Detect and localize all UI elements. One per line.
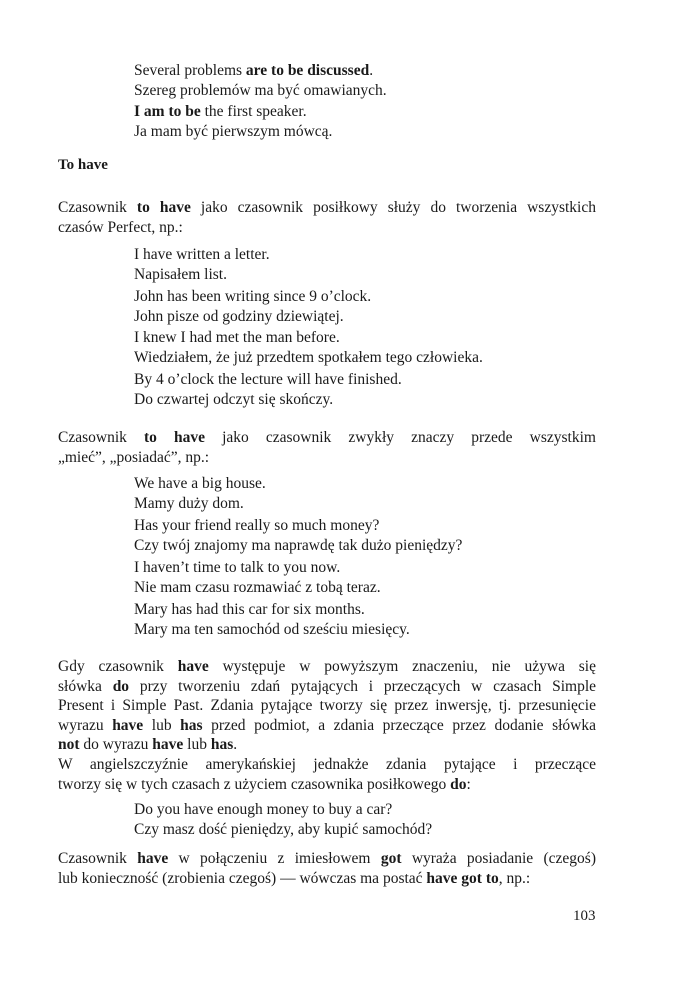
- paragraph-line: słówka do przy tworzeniu zdań pytających i przeczących w czasach Simple: [58, 677, 597, 695]
- example-line: By 4 o’clock the lecture will have finished.: [134, 371, 402, 388]
- example-line: Wiedziałem, że już przedtem spotkałem tego człowieka.: [134, 349, 483, 366]
- example-line: Szereg problemów ma być omawianych.: [134, 82, 387, 99]
- paragraph-line: W angielszczyźnie amerykańskiej jednakże zdania pytające i przeczące: [58, 756, 596, 773]
- example-line: Mary has had this car for six months.: [134, 601, 365, 618]
- example-line: I knew I had met the man before.: [134, 329, 340, 346]
- paragraph-line: „mieć”, „posiadać”, np.:: [58, 449, 210, 466]
- paragraph-line: Czasownik to have jako czasownik zwykły znaczy przede wszystkim: [58, 429, 596, 446]
- example-line: Do you have enough money to buy a car?: [134, 801, 393, 818]
- example-line: Mary ma ten samochód od sześciu miesięcy.: [134, 621, 410, 638]
- example-line: John pisze od godziny dziewiątej.: [134, 308, 344, 325]
- paragraph-line: not do wyrazu have lub has.: [58, 736, 238, 753]
- paragraph-line: Gdy czasownik have występuje w powyższym znaczeniu, nie używa się: [58, 658, 596, 675]
- paragraph-line: lub konieczność (zrobienia czegoś) — wówczas ma postać have got to, np.:: [58, 870, 531, 887]
- example-line: Czy masz dość pieniędzy, aby kupić samochód?: [134, 821, 433, 838]
- example-line: Several problems are to be discussed.: [134, 62, 374, 79]
- example-line: I am to be the first speaker.: [134, 103, 307, 120]
- example-line: Mamy duży dom.: [134, 495, 244, 512]
- paragraph-line: tworzy się w tych czasach z użyciem czasownika posiłkowego do:: [58, 776, 471, 793]
- example-line: John has been writing since 9 o’clock.: [134, 288, 372, 305]
- paragraph: [58, 755, 596, 795]
- paragraph-line: wyrazu have lub has przed podmiot, a zdania przeczące przez dodanie słówka: [58, 716, 596, 734]
- paragraph: [58, 198, 596, 238]
- example-line: I haven’t time to talk to you now.: [134, 559, 341, 576]
- paragraph-line: czasów Perfect, np.:: [58, 219, 183, 236]
- example-line: Nie mam czasu rozmawiać z tobą teraz.: [134, 579, 381, 596]
- example-line: Ja mam być pierwszym mówcą.: [134, 123, 333, 140]
- paragraph-line: Present i Simple Past. Zdania pytające tworzy się przez inwersję, tj. przesunięcie: [58, 697, 596, 714]
- paragraph-line: Czasownik to have jako czasownik posiłkowy służy do tworzenia wszystkich: [58, 199, 596, 216]
- paragraph-line: Czasownik have w połączeniu z imiesłowem got wyraża posiadanie (czegoś): [58, 850, 596, 867]
- example-line: Czy twój znajomy ma naprawdę tak dużo pieniędzy?: [134, 537, 463, 554]
- example-line: We have a big house.: [134, 475, 266, 492]
- paragraph: [58, 428, 596, 468]
- paragraph: [58, 849, 596, 889]
- example-line: Has your friend really so much money?: [134, 517, 380, 534]
- example-line: I have written a letter.: [134, 246, 270, 263]
- page-number: 103: [573, 908, 596, 924]
- example-line: Napisałem list.: [134, 266, 227, 283]
- example-line: Do czwartej odczyt się skończy.: [134, 391, 334, 408]
- paragraph: [58, 657, 596, 755]
- section-heading: To have: [58, 157, 108, 173]
